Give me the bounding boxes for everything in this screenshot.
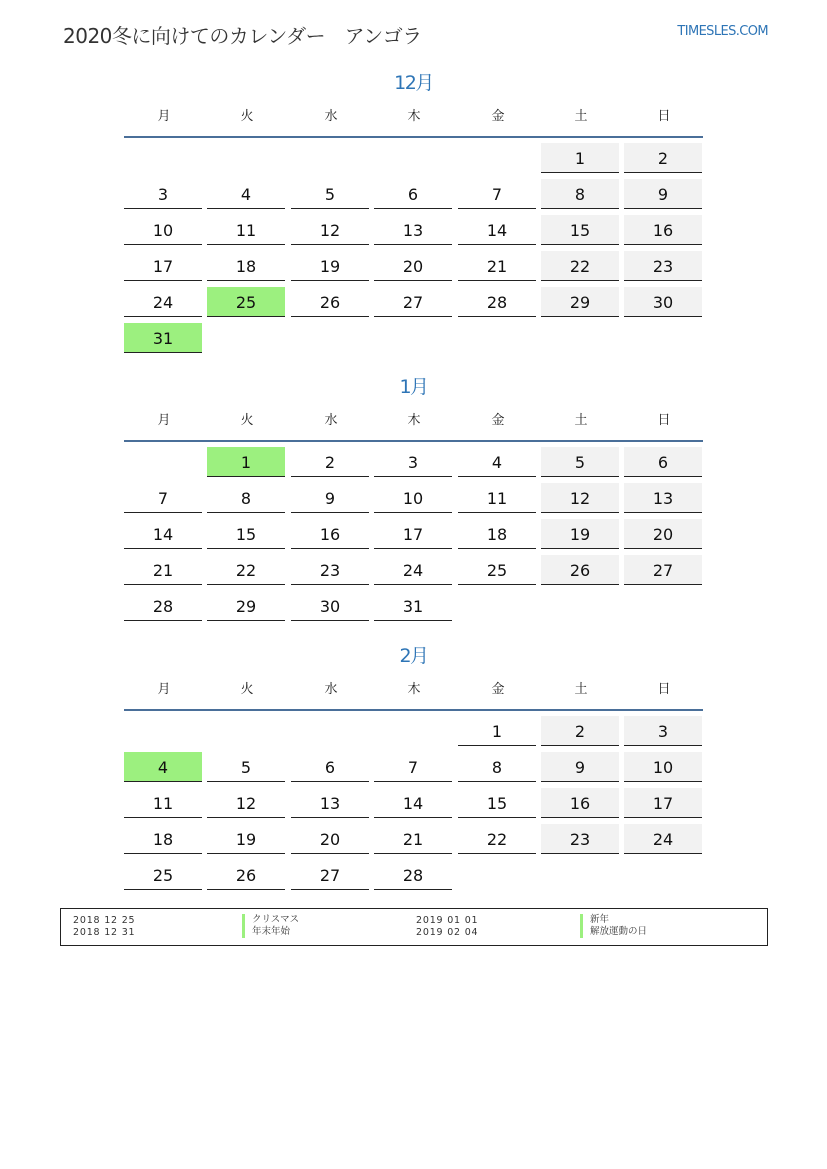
day-cell[interactable]: 30: [624, 287, 702, 317]
day-cell[interactable]: 7: [458, 179, 536, 209]
day-cell[interactable]: 26: [291, 287, 369, 317]
day-cell[interactable]: 14: [374, 788, 452, 818]
day-cell[interactable]: 13: [374, 215, 452, 245]
day-cell[interactable]: 17: [624, 788, 702, 818]
day-cell[interactable]: 12: [207, 788, 285, 818]
day-cell[interactable]: 10: [624, 752, 702, 782]
weekday-label: 日: [657, 413, 671, 428]
legend-date: 2018 12 31: [73, 927, 136, 938]
weekday-label: 木: [407, 109, 421, 124]
day-cell[interactable]: 16: [291, 519, 369, 549]
day-cell[interactable]: 13: [624, 483, 702, 513]
weekday-label: 土: [574, 109, 588, 124]
day-cell[interactable]: 10: [374, 483, 452, 513]
day-cell[interactable]: 19: [207, 824, 285, 854]
day-cell[interactable]: 15: [458, 788, 536, 818]
weekday-label: 木: [407, 413, 421, 428]
day-cell[interactable]: 18: [458, 519, 536, 549]
day-cell[interactable]: 5: [541, 447, 619, 477]
day-cell[interactable]: 1: [207, 447, 285, 477]
weekday-label: 日: [657, 109, 671, 124]
day-cell[interactable]: 4: [458, 447, 536, 477]
day-cell[interactable]: 20: [624, 519, 702, 549]
day-cell[interactable]: 14: [124, 519, 202, 549]
weekday-label: 金: [491, 413, 505, 428]
day-cell[interactable]: 12: [541, 483, 619, 513]
day-cell[interactable]: 31: [374, 591, 452, 621]
weekday-label: 土: [574, 413, 588, 428]
day-cell[interactable]: 7: [374, 752, 452, 782]
day-cell[interactable]: 6: [374, 179, 452, 209]
legend-holiday-name: クリスマス: [242, 914, 299, 926]
weekday-label: 日: [657, 682, 671, 697]
day-cell[interactable]: 2: [291, 447, 369, 477]
day-cell[interactable]: 12: [291, 215, 369, 245]
day-cell[interactable]: 27: [291, 860, 369, 890]
day-cell[interactable]: 28: [458, 287, 536, 317]
day-cell[interactable]: 24: [124, 287, 202, 317]
day-cell[interactable]: 13: [291, 788, 369, 818]
day-cell[interactable]: 1: [541, 143, 619, 173]
day-cell[interactable]: 22: [458, 824, 536, 854]
day-cell[interactable]: 19: [541, 519, 619, 549]
day-cell[interactable]: 2: [624, 143, 702, 173]
weekday-label: 土: [574, 682, 588, 697]
day-cell[interactable]: 6: [624, 447, 702, 477]
day-cell[interactable]: 11: [207, 215, 285, 245]
day-cell[interactable]: 4: [124, 752, 202, 782]
day-cell[interactable]: 31: [124, 323, 202, 353]
month-block: [0, 374, 827, 616]
day-cell[interactable]: 8: [541, 179, 619, 209]
day-cell[interactable]: 27: [624, 555, 702, 585]
day-cell[interactable]: 9: [541, 752, 619, 782]
header-rule: [124, 440, 703, 442]
day-cell[interactable]: 29: [207, 591, 285, 621]
weekday-label: 水: [324, 109, 338, 124]
month-title: 2月: [399, 645, 428, 667]
day-cell[interactable]: 19: [291, 251, 369, 281]
day-cell[interactable]: 26: [207, 860, 285, 890]
header-rule: [124, 136, 703, 138]
day-cell[interactable]: 20: [374, 251, 452, 281]
day-cell[interactable]: 23: [291, 555, 369, 585]
day-cell[interactable]: 15: [541, 215, 619, 245]
weekday-label: 水: [324, 682, 338, 697]
site-link[interactable]: TIMESLES.COM: [677, 24, 768, 39]
day-cell[interactable]: 5: [207, 752, 285, 782]
day-cell[interactable]: 8: [207, 483, 285, 513]
day-cell[interactable]: 23: [624, 251, 702, 281]
month-title: 12月: [394, 72, 433, 94]
day-cell[interactable]: 1: [458, 716, 536, 746]
weekday-label: 木: [407, 682, 421, 697]
month-title: 1月: [399, 376, 428, 398]
day-cell[interactable]: 23: [541, 824, 619, 854]
day-cell[interactable]: 14: [458, 215, 536, 245]
month-block: [0, 643, 827, 885]
holiday-legend: [60, 908, 768, 946]
day-cell[interactable]: 2: [541, 716, 619, 746]
day-cell[interactable]: 28: [374, 860, 452, 890]
day-cell[interactable]: 18: [124, 824, 202, 854]
day-cell[interactable]: 30: [291, 591, 369, 621]
legend-holiday-name: 解放運動の日: [580, 926, 647, 938]
weekday-label: 月: [157, 413, 171, 428]
day-cell[interactable]: 24: [374, 555, 452, 585]
day-cell[interactable]: 25: [124, 860, 202, 890]
day-cell[interactable]: 3: [624, 716, 702, 746]
day-cell[interactable]: 20: [291, 824, 369, 854]
day-cell[interactable]: 3: [124, 179, 202, 209]
weekday-label: 火: [240, 413, 254, 428]
weekday-label: 月: [157, 682, 171, 697]
day-cell[interactable]: 28: [124, 591, 202, 621]
weekday-label: 火: [240, 682, 254, 697]
weekday-label: 金: [491, 109, 505, 124]
day-cell[interactable]: 7: [124, 483, 202, 513]
day-cell[interactable]: 9: [291, 483, 369, 513]
day-cell[interactable]: 9: [624, 179, 702, 209]
day-cell[interactable]: 10: [124, 215, 202, 245]
day-cell[interactable]: 21: [124, 555, 202, 585]
day-cell[interactable]: 21: [374, 824, 452, 854]
day-cell[interactable]: 11: [124, 788, 202, 818]
month-block: [0, 70, 827, 348]
day-cell[interactable]: 25: [458, 555, 536, 585]
day-cell[interactable]: 25: [207, 287, 285, 317]
day-cell[interactable]: 8: [458, 752, 536, 782]
day-cell[interactable]: 21: [458, 251, 536, 281]
day-cell[interactable]: 26: [541, 555, 619, 585]
day-cell[interactable]: 22: [207, 555, 285, 585]
weekday-label: 水: [324, 413, 338, 428]
day-cell[interactable]: 15: [207, 519, 285, 549]
day-cell[interactable]: 18: [207, 251, 285, 281]
day-cell[interactable]: 22: [541, 251, 619, 281]
legend-holiday-name: 新年: [580, 914, 609, 926]
day-cell[interactable]: 16: [541, 788, 619, 818]
day-cell[interactable]: 3: [374, 447, 452, 477]
day-cell[interactable]: 29: [541, 287, 619, 317]
weekday-label: 火: [240, 109, 254, 124]
legend-date: 2019 02 04: [416, 927, 479, 938]
day-cell[interactable]: 27: [374, 287, 452, 317]
day-cell[interactable]: 6: [291, 752, 369, 782]
header-rule: [124, 709, 703, 711]
day-cell[interactable]: 11: [458, 483, 536, 513]
legend-date: 2018 12 25: [73, 915, 136, 926]
weekday-label: 月: [157, 109, 171, 124]
day-cell[interactable]: 5: [291, 179, 369, 209]
day-cell[interactable]: 17: [374, 519, 452, 549]
day-cell[interactable]: 16: [624, 215, 702, 245]
page-title: 2020冬に向けてのカレンダー アンゴラ: [63, 24, 422, 48]
day-cell[interactable]: 4: [207, 179, 285, 209]
day-cell[interactable]: 17: [124, 251, 202, 281]
day-cell[interactable]: 24: [624, 824, 702, 854]
weekday-label: 金: [491, 682, 505, 697]
legend-date: 2019 01 01: [416, 915, 479, 926]
legend-holiday-name: 年末年始: [242, 926, 290, 938]
